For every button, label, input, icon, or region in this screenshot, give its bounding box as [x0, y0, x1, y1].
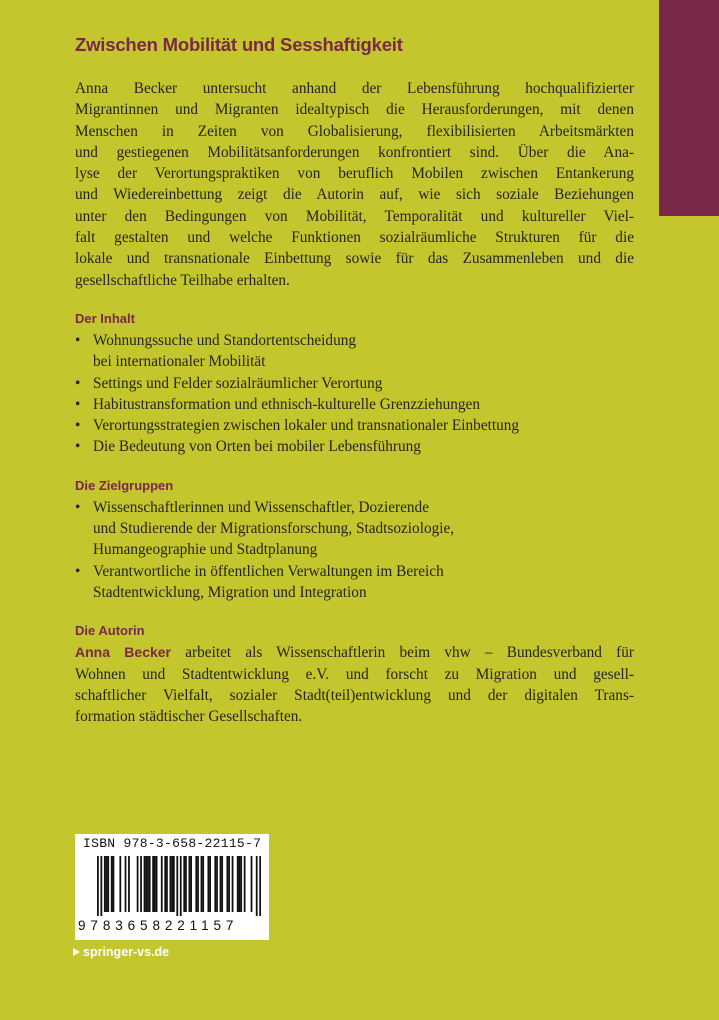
- description-line: falt gestalten und welche Funktionen sozialräumliche Strukturen für die: [75, 229, 634, 247]
- barcode-bar: [244, 856, 246, 912]
- barcode-bar: [239, 856, 241, 912]
- bullet-icon: •: [75, 395, 81, 413]
- author-bio-line: formation städtischer Gesellschaften.: [75, 708, 303, 726]
- description-line: und gestiegenen Mobilitätsanforderungen konfrontiert sind. Über die Ana-: [75, 143, 634, 161]
- bullet-icon: •: [75, 417, 81, 435]
- author-bio-line: schaftlicher Vielfalt, sozialer Stadt(teil)entwicklung und der digitalen Trans-: [75, 686, 634, 704]
- list-item-text: und Studierende der Migrationsforschung, Stadtsoziologie,: [93, 520, 455, 538]
- list-item: [75, 394, 634, 415]
- list-item: [75, 330, 634, 373]
- barcode-bar: [214, 856, 216, 912]
- barcode-bar: [145, 856, 147, 912]
- arrow-right-icon: [73, 948, 80, 956]
- list-item-text: Wissenschaftlerinnen und Wissenschaftler, Dozierende: [93, 498, 429, 516]
- cover-accent-bar: [659, 0, 719, 216]
- barcode-bar: [119, 856, 121, 912]
- barcode-bar: [125, 856, 127, 912]
- barcode-bar: [149, 856, 151, 912]
- list-item-text: Settings und Felder sozialräumlicher Verortung: [93, 374, 383, 392]
- barcode-bar: [232, 856, 234, 912]
- barcode-bar: [166, 856, 168, 912]
- barcode-bar: [106, 856, 108, 912]
- description-line: unter den Bedingungen von Mobilität, Temporalität und kultureller Viel-: [75, 207, 634, 225]
- back-cover-text: [75, 32, 634, 727]
- contents-heading: Der Inhalt: [75, 310, 135, 326]
- barcode-bar: [259, 856, 261, 916]
- barcode-bar: [128, 856, 130, 912]
- bullet-icon: •: [75, 562, 81, 580]
- list-item-text: Verortungsstrategien zwischen lokaler und transnationaler Einbettung: [93, 417, 520, 435]
- author-bio-line: [75, 642, 634, 663]
- description-line: und Wiedereinbettung zeigt die Autorin auf, wie sich soziale Beziehungen: [75, 186, 634, 204]
- barcode-bar: [237, 856, 239, 912]
- description-line: gesellschaftliche Teilhabe erhalten.: [75, 271, 290, 289]
- author-name: Anna Becker: [75, 644, 172, 661]
- barcode-bar: [188, 856, 190, 912]
- list-item-text: bei internationaler Mobilität: [93, 353, 266, 371]
- list-item-text: Die Bedeutung von Orten bei mobiler Lebensführung: [93, 438, 421, 456]
- list-item: [75, 373, 634, 394]
- barcode-bar: [176, 856, 178, 916]
- barcode-bar: [185, 856, 187, 912]
- barcode-bar: [97, 856, 99, 916]
- barcode-bar: [207, 856, 209, 912]
- barcode-bar: [183, 856, 185, 912]
- description-line: lyse der Verortungspraktiken von beruflich Mobilen zwischen Entankerung: [75, 165, 634, 183]
- bullet-icon: •: [75, 374, 81, 392]
- bullet-icon: •: [75, 331, 81, 349]
- publisher-link[interactable]: [73, 945, 169, 959]
- barcode-bar: [197, 856, 199, 912]
- barcode-bar: [171, 856, 173, 912]
- barcode-bar: [164, 856, 166, 912]
- barcode-bar: [154, 856, 156, 912]
- barcode-bar: [104, 856, 106, 912]
- barcode-bar: [195, 856, 197, 912]
- list-item: [75, 415, 634, 436]
- author-bio-line: Wohnen und Stadtentwicklung e.V. und forscht zu Migration und gesell-: [75, 665, 634, 683]
- bullet-icon: •: [75, 498, 81, 516]
- barcode-bar: [173, 856, 175, 912]
- list-item: [75, 497, 634, 561]
- barcode-digits: 9783658221157: [78, 918, 239, 933]
- barcode-image: [97, 856, 261, 916]
- description-line: Menschen in Zeiten von Globalisierung, flexibilisierten Arbeitsmärkten: [75, 122, 634, 140]
- author-heading: Die Autorin: [75, 623, 145, 639]
- description-line: lokale und transnationale Einbettung sowie für das Zusammenleben und die: [75, 250, 634, 268]
- list-item: [75, 561, 634, 604]
- author-bio-text: arbeitet als Wissenschaftlerin beim vhw – Bundesverband für: [171, 644, 635, 662]
- barcode-bar: [137, 856, 139, 912]
- barcode-bar: [111, 856, 113, 912]
- bullet-icon: •: [75, 438, 81, 456]
- description-line: Migrantinnen und Migranten idealtypisch die Herausforderungen, mit denen: [75, 101, 634, 119]
- barcode-bar: [221, 856, 223, 912]
- list-item: [75, 436, 634, 457]
- barcode-bar: [226, 856, 228, 912]
- isbn-label: ISBN 978-3-658-22115-7: [83, 836, 262, 851]
- isbn-barcode-box: [75, 834, 269, 940]
- description-line: Anna Becker untersucht anhand der Lebensführung hochqualifizierter: [75, 80, 634, 97]
- barcode-bar: [209, 856, 211, 912]
- book-title: Zwischen Mobilität und Sesshaftigkeit: [75, 34, 403, 55]
- barcode-bar: [216, 856, 218, 912]
- barcode-bar: [140, 856, 142, 912]
- list-item-text: Habitustransformation und ethnisch-kulturelle Grenzziehungen: [93, 395, 480, 413]
- barcode-bar: [220, 856, 222, 912]
- barcode-bar: [113, 856, 115, 912]
- barcode-bar: [147, 856, 149, 912]
- barcode-bar: [251, 856, 253, 912]
- list-item-text: Stadtentwicklung, Migration und Integration: [93, 583, 367, 601]
- publisher-url: springer-vs.de: [83, 945, 170, 959]
- barcode-bar: [161, 856, 163, 912]
- target-groups-list: [75, 497, 634, 603]
- contents-list: [75, 330, 634, 458]
- author-bio: [75, 642, 634, 727]
- list-item-text: Verantwortliche in öffentlichen Verwaltungen im Bereich: [93, 562, 444, 580]
- book-description: [75, 78, 634, 291]
- barcode-bar: [156, 856, 158, 912]
- barcode-bar: [240, 856, 242, 912]
- barcode-bar: [100, 856, 102, 916]
- barcode-bar: [190, 856, 192, 912]
- barcode-bar: [180, 856, 182, 916]
- barcode-bar: [107, 856, 109, 912]
- list-item-text: Wohnungssuche und Standortentscheidung: [93, 331, 357, 349]
- barcode-bar: [152, 856, 154, 912]
- barcode-bar: [170, 856, 172, 912]
- barcode-bar: [201, 856, 203, 912]
- barcode-bar: [202, 856, 204, 912]
- target-groups-heading: Die Zielgruppen: [75, 477, 174, 493]
- barcode-bar: [256, 856, 258, 916]
- list-item-text: Humangeographie und Stadtplanung: [93, 541, 318, 559]
- barcode-bar: [144, 856, 146, 912]
- barcode-bar: [228, 856, 230, 912]
